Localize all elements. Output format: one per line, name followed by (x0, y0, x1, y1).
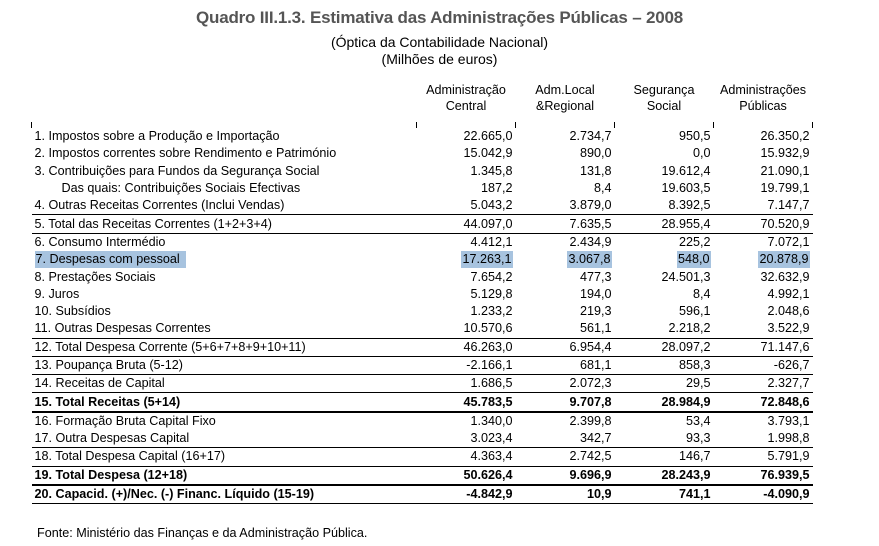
header-adm-central: Administração Central (426, 82, 506, 113)
value-cell: 741,1 (615, 485, 714, 504)
value-cell: 22.665,0 (463, 129, 513, 144)
row-label: 2. Impostos correntes sobre Rendimento e Património (34, 146, 337, 161)
value-cell: 7.635,5 (516, 215, 615, 233)
row-label: 7. Despesas com pessoal (32, 251, 417, 268)
row-label: 10. Subsídios (34, 304, 111, 319)
row-label: 9. Juros (34, 286, 80, 301)
value-cell: 3.023,4 (417, 430, 516, 448)
value-cell: 50.626,4 (417, 466, 516, 485)
table-row-balance (32, 485, 813, 504)
row-label: 16. Formação Bruta Capital Fixo (34, 413, 216, 428)
value-cell: 561,1 (516, 320, 615, 338)
value-cell: 29,5 (615, 375, 714, 393)
table-row (32, 356, 813, 374)
row-label: 15. Total Receitas (5+14) (32, 393, 417, 412)
value-cell: 10,9 (516, 485, 615, 504)
value-cell: 7.654,2 (470, 269, 513, 284)
value-cell: 4.363,4 (417, 448, 516, 466)
table-row (32, 448, 813, 466)
value-cell: 187,2 (480, 181, 513, 196)
row-label: 17. Outra Despesas Capital (32, 430, 417, 448)
row-label: 12. Total Despesa Corrente (5+6+7+8+9+10+11) (32, 338, 417, 356)
value-cell: 4.412,1 (470, 234, 513, 249)
value-cell: 6.954,4 (516, 338, 615, 356)
value-cell: 8,4 (593, 181, 612, 196)
table-row (32, 268, 813, 285)
value-cell: 146,7 (615, 448, 714, 466)
table-row (32, 320, 813, 338)
row-label: Das quais: Contribuições Sociais Efectivas (61, 181, 301, 196)
value-cell: 950,5 (678, 129, 711, 144)
value-cell: 858,3 (615, 356, 714, 374)
value-cell: 194,0 (579, 286, 612, 301)
value-cell: -4.842,9 (417, 485, 516, 504)
value-cell: 53,4 (685, 413, 711, 428)
value-cell: 72.848,6 (714, 393, 813, 412)
value-cell: 9.707,8 (516, 393, 615, 412)
table-row (32, 412, 813, 430)
value-cell: 7.147,7 (714, 197, 813, 215)
row-label: 14. Receitas de Capital (32, 375, 417, 393)
table-row-total (32, 393, 813, 412)
value-cell: 19.603,5 (661, 181, 711, 196)
subtitle-units: (Milhões de euros) (381, 51, 498, 67)
value-cell: 5.129,8 (470, 286, 513, 301)
budget-table (31, 73, 813, 504)
value-cell: 4.992,1 (767, 286, 810, 301)
value-cell: 131,8 (579, 163, 612, 178)
value-cell: 44.097,0 (417, 215, 516, 233)
table-subtitle (0, 34, 879, 68)
table-title: Quadro III.1.3. Estimativa das Administrações Públicas – 2008 (196, 8, 683, 27)
value-cell: 19.799,1 (760, 181, 810, 196)
row-label: 3. Contribuições para Fundos da Segurança Social (34, 163, 320, 178)
row-label: 11. Outras Despesas Correntes (32, 320, 417, 338)
value-cell: 5.043,2 (417, 197, 516, 215)
value-cell: 548,0 (677, 252, 710, 267)
value-cell: 28.097,2 (615, 338, 714, 356)
value-cell: 1.686,5 (417, 375, 516, 393)
table-row-highlighted (32, 251, 813, 268)
table-row (32, 233, 813, 251)
value-cell: 5.791,9 (714, 448, 813, 466)
value-cell: 2.327,7 (714, 375, 813, 393)
value-cell: 8.392,5 (615, 197, 714, 215)
header-adm-local: Adm.Local &Regional (535, 82, 595, 113)
value-cell: 32.632,9 (760, 269, 810, 284)
value-cell: 2.072,3 (516, 375, 615, 393)
header-seguranca-social: Segurança Social (633, 82, 695, 113)
table-row (32, 197, 813, 215)
table-row (32, 163, 813, 180)
row-label: 4. Outras Receitas Correntes (Inclui Vendas) (32, 197, 417, 215)
value-cell: 21.090,1 (760, 163, 810, 178)
value-cell: 2.048,6 (767, 304, 810, 319)
value-cell: 2.742,5 (516, 448, 615, 466)
value-cell: 10.570,6 (417, 320, 516, 338)
table-row (32, 375, 813, 393)
value-cell: 3.793,1 (767, 413, 810, 428)
value-cell: 93,3 (615, 430, 714, 448)
value-cell: 2.218,2 (615, 320, 714, 338)
value-cell: 3.879,0 (516, 197, 615, 215)
value-cell: 2.399,8 (569, 413, 612, 428)
table-row (32, 180, 813, 197)
header-adm-publicas: Administrações Públicas (719, 82, 807, 113)
value-cell: 1.998,8 (714, 430, 813, 448)
header-label-cell (32, 73, 417, 122)
row-label: 18. Total Despesa Capital (16+17) (32, 448, 417, 466)
value-cell: 3.522,9 (714, 320, 813, 338)
value-cell: 477,3 (579, 269, 612, 284)
value-cell: 70.520,9 (714, 215, 813, 233)
value-cell: 26.350,2 (760, 129, 810, 144)
value-cell: -4.090,9 (714, 485, 813, 504)
value-cell: 596,1 (678, 304, 711, 319)
table-row (32, 303, 813, 320)
value-cell: -626,7 (714, 356, 813, 374)
row-label: 6. Consumo Intermédio (34, 234, 166, 249)
value-cell: 2.734,7 (569, 129, 612, 144)
value-cell: 24.501,3 (661, 269, 711, 284)
value-cell: 45.783,5 (417, 393, 516, 412)
table-row (32, 128, 813, 145)
table-row (32, 215, 813, 233)
value-cell: 342,7 (516, 430, 615, 448)
value-cell: 681,1 (516, 356, 615, 374)
row-label: 1. Impostos sobre a Produção e Importação (34, 129, 280, 144)
value-cell: 9.696,9 (516, 466, 615, 485)
value-cell: 71.147,6 (714, 338, 813, 356)
value-cell: 890,0 (579, 146, 612, 161)
table-row (32, 286, 813, 303)
subtitle-accounting: (Óptica da Contabilidade Nacional) (330, 34, 549, 50)
value-cell: 225,2 (678, 234, 711, 249)
value-cell: 1.345,8 (470, 163, 513, 178)
table-row-total (32, 466, 813, 485)
value-cell: 28.243,9 (615, 466, 714, 485)
table-row (32, 145, 813, 162)
row-label: 19. Total Despesa (12+18) (32, 466, 417, 485)
value-cell: 17.263,1 (462, 252, 512, 267)
value-cell: 1.233,2 (470, 304, 513, 319)
value-cell: 0,0 (692, 146, 711, 161)
table-row (32, 430, 813, 448)
value-cell: -2.166,1 (417, 356, 516, 374)
table-row (32, 338, 813, 356)
row-label: 20. Capacid. (+)/Nec. (-) Financ. Líquido (15-19) (32, 485, 417, 504)
row-label: 5. Total das Receitas Correntes (1+2+3+4) (32, 215, 417, 233)
value-cell: 1.340,0 (470, 413, 513, 428)
value-cell: 7.072,1 (767, 234, 810, 249)
value-cell: 76.939,5 (714, 466, 813, 485)
value-cell: 20.878,9 (759, 252, 809, 267)
row-label: 8. Prestações Sociais (34, 269, 156, 284)
value-cell: 28.955,4 (615, 215, 714, 233)
row-label: 13. Poupança Bruta (5-12) (32, 356, 417, 374)
header-row (32, 73, 813, 122)
value-cell: 3.067,8 (568, 252, 611, 267)
value-cell: 19.612,4 (661, 163, 711, 178)
value-cell: 15.932,9 (760, 146, 810, 161)
value-cell: 2.434,9 (569, 234, 612, 249)
value-cell: 15.042,9 (463, 146, 513, 161)
value-cell: 46.263,0 (417, 338, 516, 356)
value-cell: 28.984,9 (615, 393, 714, 412)
value-cell: 8,4 (692, 286, 711, 301)
value-cell: 219,3 (579, 304, 612, 319)
source-note: Fonte: Ministério das Finanças e da Administração Pública. (37, 526, 368, 540)
